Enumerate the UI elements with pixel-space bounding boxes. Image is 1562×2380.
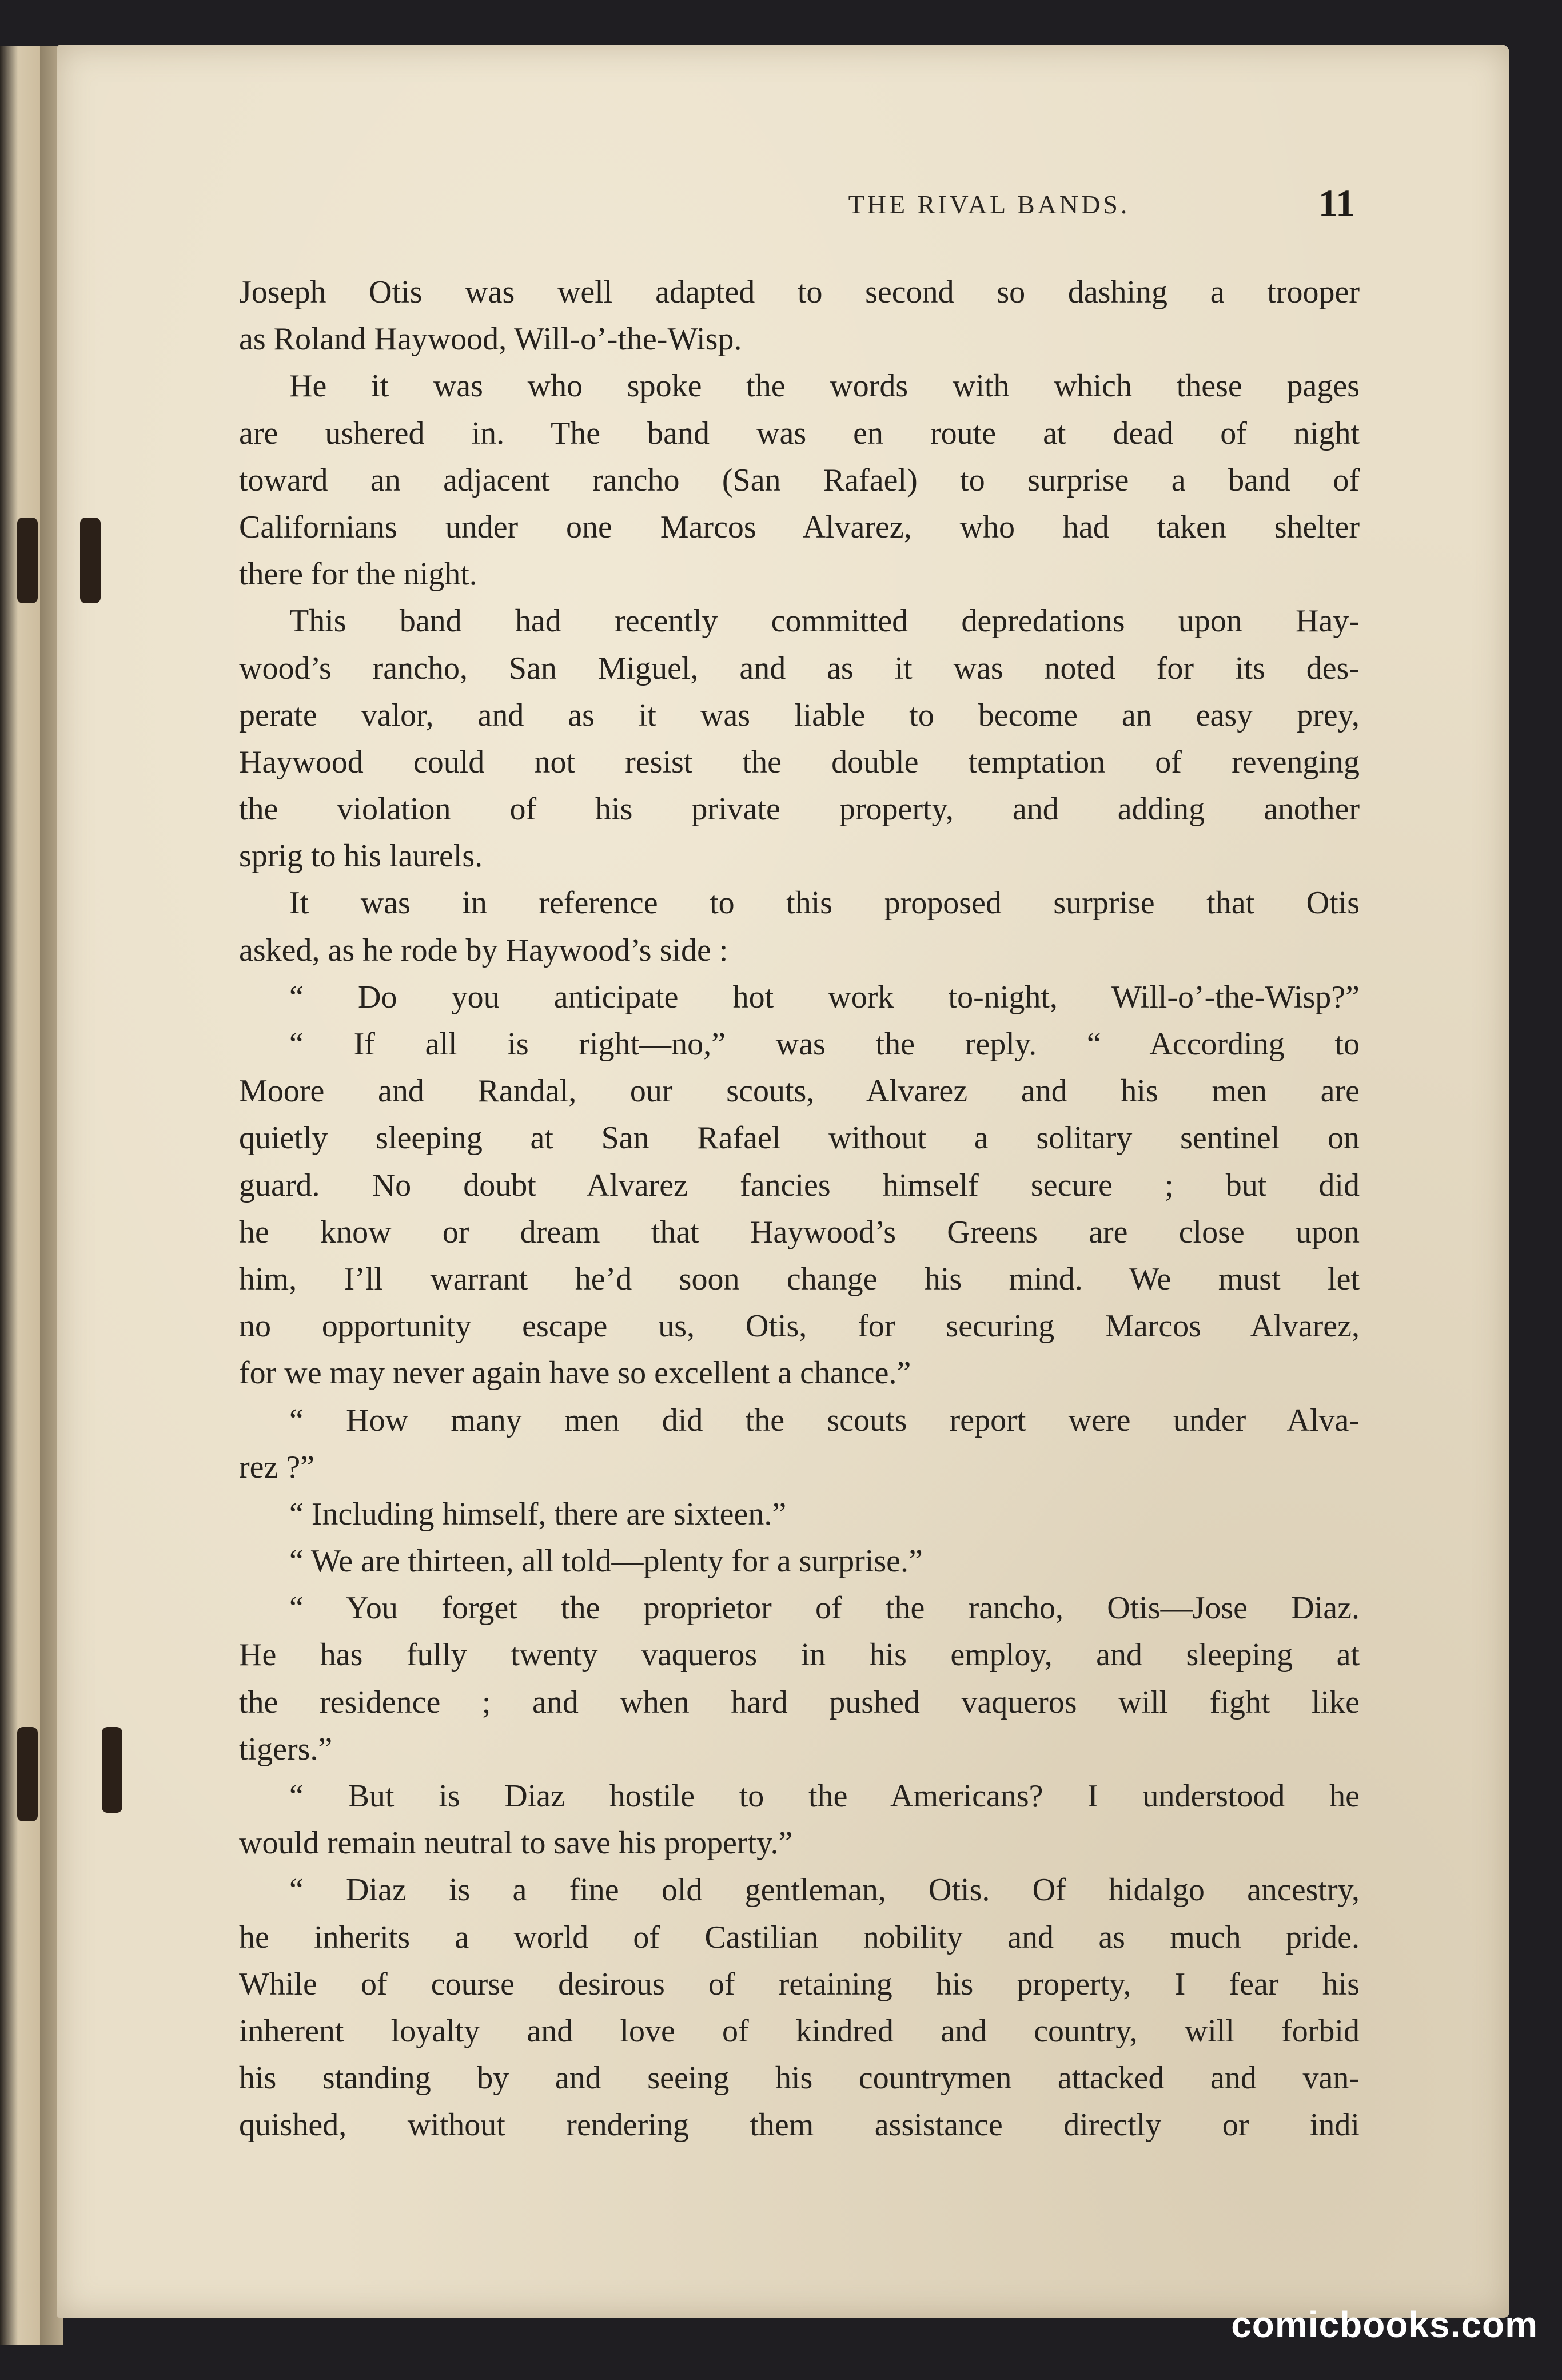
text-line: there for the night.	[239, 556, 477, 592]
text-line: perate valor, and as it was liable to become an easy prey,	[239, 697, 1360, 733]
text-line: “ We are thirteen, all told—plenty for a surprise.”	[289, 1543, 923, 1579]
text-line: Joseph Otis was well adapted to second so dashing a trooper	[239, 274, 1360, 310]
text-line: for we may never again have so excellent a chance.”	[239, 1355, 911, 1391]
text-line: are ushered in. The band was en route at dead of night	[239, 415, 1360, 451]
text-line: It was in reference to this proposed surprise that Otis	[289, 885, 1360, 921]
text-line: This band had recently committed depredations upon Hay-	[289, 603, 1360, 639]
text-line: he inherits a world of Castilian nobility and as much pride.	[239, 1919, 1360, 1955]
text-line: “ If all is right—no,” was the reply. “ According to	[289, 1026, 1360, 1062]
text-line: toward an adjacent rancho (San Rafael) to surprise a band of	[239, 462, 1360, 498]
text-line: inherent loyalty and love of kindred and country, will forbid	[239, 2013, 1360, 2049]
binding-thread-mark	[80, 518, 101, 603]
watermark: comicbooks.com	[1231, 2304, 1538, 2345]
text-line: “ Diaz is a fine old gentleman, Otis. Of hidalgo ancestry,	[289, 1872, 1360, 1908]
text-line: no opportunity escape us, Otis, for securing Marcos Alvarez,	[239, 1308, 1360, 1344]
text-line: the residence ; and when hard pushed vaqueros will fight like	[239, 1684, 1360, 1720]
text-line: tigers.”	[239, 1731, 333, 1767]
text-line: “ Including himself, there are sixteen.”	[289, 1496, 787, 1532]
body-text	[239, 269, 1360, 2179]
text-line: he know or dream that Haywood’s Greens are close upon	[239, 1214, 1360, 1250]
text-line: Moore and Randal, our scouts, Alvarez and his men are	[239, 1073, 1360, 1109]
text-line: While of course desirous of retaining his property, I fear his	[239, 1966, 1360, 2002]
text-line: asked, as he rode by Haywood’s side :	[239, 932, 728, 968]
page-number: 11	[1318, 181, 1355, 225]
text-line: the violation of his private property, and adding another	[239, 791, 1360, 827]
binding-thread-mark	[17, 518, 38, 603]
text-line: quished, without rendering them assistance directly or indi	[239, 2107, 1360, 2143]
text-line: Haywood could not resist the double temptation of revenging	[239, 744, 1360, 780]
text-line: would remain neutral to save his property.”	[239, 1825, 793, 1861]
binding-thread-mark	[102, 1727, 122, 1813]
text-line: “ You forget the proprietor of the rancho, Otis—Jose Diaz.	[289, 1590, 1360, 1626]
text-line: “ But is Diaz hostile to the Americans? I understood he	[289, 1778, 1360, 1814]
text-line: Californians under one Marcos Alvarez, who had taken shelter	[239, 509, 1360, 545]
text-line: his standing by and seeing his countrymen attacked and van-	[239, 2060, 1360, 2096]
text-line: “ How many men did the scouts report were under Alva-	[289, 1402, 1360, 1438]
text-line: He it was who spoke the words with which these pages	[289, 368, 1360, 404]
facing-page-edge	[0, 46, 40, 2345]
text-line: guard. No doubt Alvarez fancies himself secure ; but did	[239, 1167, 1360, 1203]
text-line: as Roland Haywood, Will-o’-the-Wisp.	[239, 321, 742, 357]
text-line: wood’s rancho, San Miguel, and as it was noted for its des-	[239, 650, 1360, 686]
text-line: him, I’ll warrant he’d soon change his mind. We must let	[239, 1261, 1360, 1297]
text-line: rez ?”	[239, 1449, 315, 1485]
text-line: “ Do you anticipate hot work to-night, Will-o’-the-Wisp?”	[289, 979, 1360, 1015]
text-line: quietly sleeping at San Rafael without a solitary sentinel on	[239, 1120, 1360, 1156]
running-head: THE RIVAL BANDS.	[848, 190, 1130, 219]
binding-thread-mark	[17, 1727, 38, 1821]
text-line: He has fully twenty vaqueros in his employ, and sleeping at	[239, 1637, 1360, 1673]
text-line: sprig to his laurels.	[239, 838, 483, 874]
